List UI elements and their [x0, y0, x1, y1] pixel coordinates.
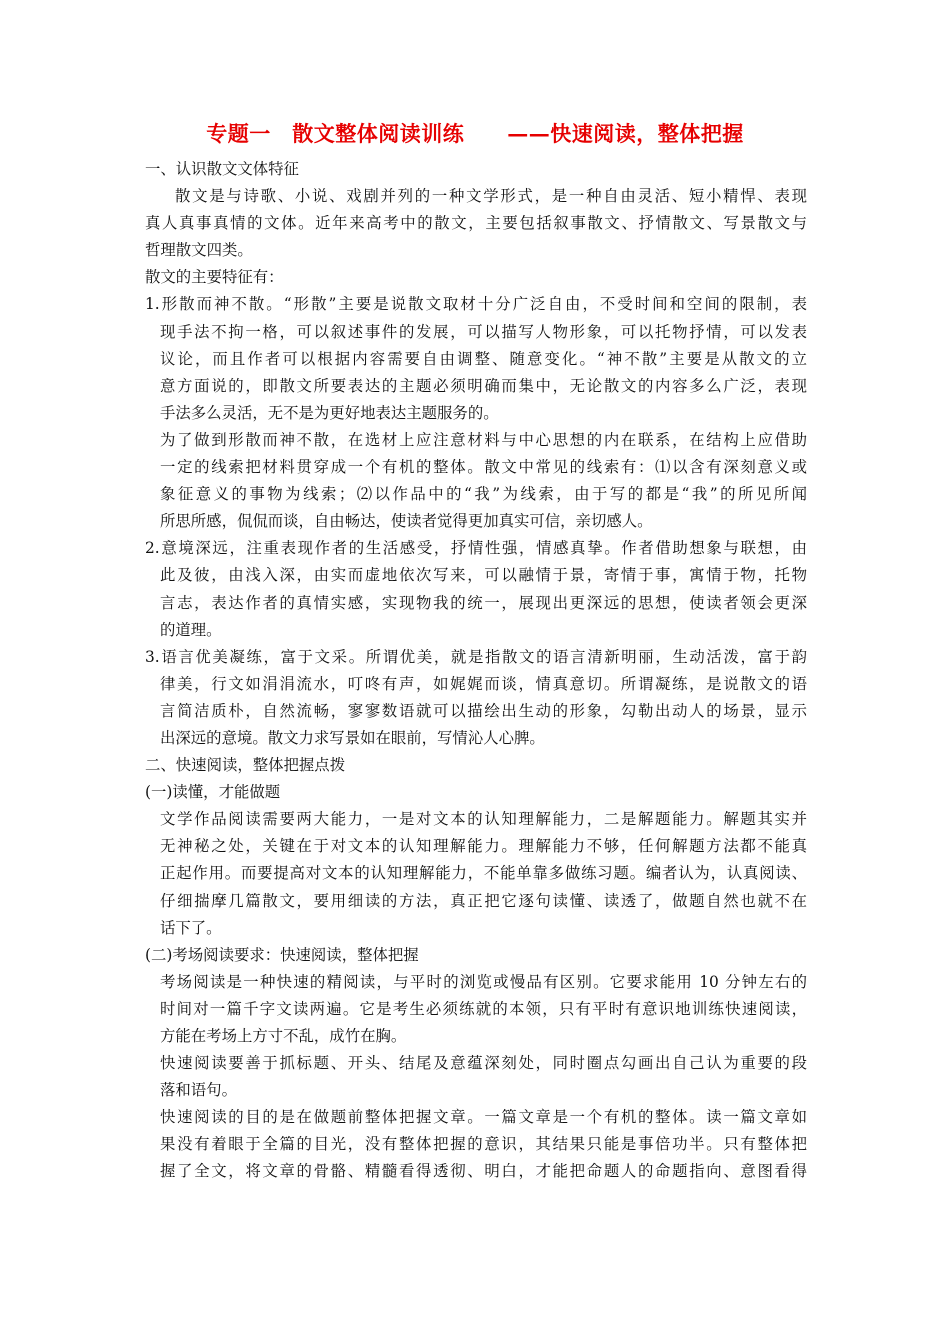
- subsection-1-line: 话下了。: [160, 918, 222, 937]
- item-2-line: 的道理。: [160, 620, 222, 639]
- item-1-line: 现手法不拘一格，可以叙述事件的发展，可以描写人物形象，可以托物抒情，可以发表: [160, 322, 807, 341]
- item-1-extra-line: 所思所感，侃侃而谈，自由畅达，使读者觉得更加真实可信，亲切感人。: [160, 512, 653, 531]
- subsection-1-line: 无神秘之处，关键在于对文本的认知理解能力。理解能力不够，任何解题方法都不能真: [160, 837, 807, 856]
- subsection-2-para-1-line: 时间对一篇千字文读两遍。它是考生必须练就的本领，只有平时有意识地训练快速阅读，: [160, 999, 807, 1018]
- item-1-extra-line: 象征意义的事物为线索；⑵以作品中的“我”为线索，由于写的都是“我”的所见所闻: [160, 485, 807, 504]
- item-2-line: 此及彼，由浅入深，由实而虚地依次写来，可以融情于景，寄情于事，寓情于物，托物: [160, 566, 807, 585]
- document-body: [145, 156, 807, 1186]
- subsection-2-para-2-line: 落和语句。: [160, 1081, 237, 1100]
- subsection-2-para-1-line: 考场阅读是一种快速的精阅读，与平时的浏览或慢品有区别。它要求能用 10 分钟左右的: [160, 972, 807, 991]
- section-2-heading: 二、快速阅读，整体把握点拨: [145, 756, 346, 775]
- intro-line: 哲理散文四类。: [145, 241, 253, 260]
- item-3-line: 言简洁质朴，自然流畅，寥寥数语就可以描绘出生动的形象，勾勒出动人的场景，显示: [160, 701, 807, 720]
- subsection-1-line: 正起作用。而要提高对文本的认知理解能力，不能单靠多做练习题。编者认为，认真阅读、: [160, 864, 807, 883]
- subsection-1-line: 文学作品阅读需要两大能力，一是对文本的认知理解能力，二是解题能力。解题其实并: [160, 810, 807, 829]
- intro-line: 真人真事真情的文体。近年来高考中的散文，主要包括叙事散文、抒情散文、写景散文与: [145, 214, 807, 233]
- intro-line: 散文是与诗歌、小说、戏剧并列的一种文学形式，是一种自由灵活、短小精悍、表现: [175, 187, 807, 206]
- features-label: 散文的主要特征有：: [145, 268, 284, 287]
- item-1-line: 议论，而且作者可以根据内容需要自由调整、随意变化。“神不散”主要是从散文的立: [160, 349, 807, 368]
- item-2-line: 2.意境深远，注重表现作者的生活感受，抒情性强，情感真挚。作者借助想象与联想，由: [145, 539, 807, 558]
- section-1-heading: 一、认识散文文体特征: [145, 160, 299, 178]
- item-1-extra-line: 一定的线索把材料贯穿成一个有机的整体。散文中常见的线索有：⑴以含有深刻意义或: [160, 458, 807, 477]
- subsection-2-para-2-line: 快速阅读要善于抓标题、开头、结尾及意蕴深刻处，同时圈点勾画出自己认为重要的段: [160, 1054, 807, 1073]
- subsection-1-line: 仔细揣摩几篇散文，要用细读的方法，真正把它逐句读懂、读透了，做题自然也就不在: [160, 891, 807, 910]
- item-3-line: 律美，行文如涓涓流水，叮咚有声，如娓娓而谈，情真意切。所谓凝练，是说散文的语: [160, 674, 807, 693]
- item-3-line: 3.语言优美凝练，富于文采。所谓优美，就是指散文的语言清新明丽，生动活泼，富于韵: [145, 647, 807, 666]
- page-title: 专题一 散文整体阅读训练 ——快速阅读，整体把握: [206, 121, 744, 146]
- item-3-line: 出深远的意境。散文力求写景如在眼前，写情沁人心脾。: [160, 728, 545, 747]
- subsection-2-para-3-line: 果没有着眼于全篇的目光，没有整体把握的意识，其结果只能是事倍功半。只有整体把: [160, 1135, 807, 1154]
- subsection-1-heading: (一)读懂，才能做题: [145, 783, 281, 802]
- subsection-2-para-1-line: 方能在考场上方寸不乱，成竹在胸。: [160, 1027, 407, 1045]
- subsection-2-para-3-line: 快速阅读的目的是在做题前整体把握文章。一篇文章是一个有机的整体。读一篇文章如: [160, 1108, 807, 1127]
- subsection-2-heading: (二)考场阅读要求：快速阅读，整体把握: [145, 945, 419, 964]
- item-1-line: 1.形散而神不散。“形散”主要是说散文取材十分广泛自由，不受时间和空间的限制，表: [145, 295, 807, 314]
- item-1-line: 手法多么灵活，无不是为更好地表达主题服务的。: [160, 403, 499, 422]
- item-1-line: 意方面说的，即散文所要表达的主题必须明确而集中，无论散文的内容多么广泛，表现: [160, 376, 807, 395]
- item-1-extra-line: 为了做到形散而神不散，在选材上应注意材料与中心思想的内在联系，在结构上应借助: [160, 430, 807, 449]
- item-2-line: 言志，表达作者的真情实感，实现物我的统一，展现出更深远的思想，使读者领会更深: [160, 593, 807, 612]
- subsection-2-para-3-line: 握了全文，将文章的骨骼、精髓看得透彻、明白，才能把命题人的命题指向、意图看得: [160, 1162, 807, 1181]
